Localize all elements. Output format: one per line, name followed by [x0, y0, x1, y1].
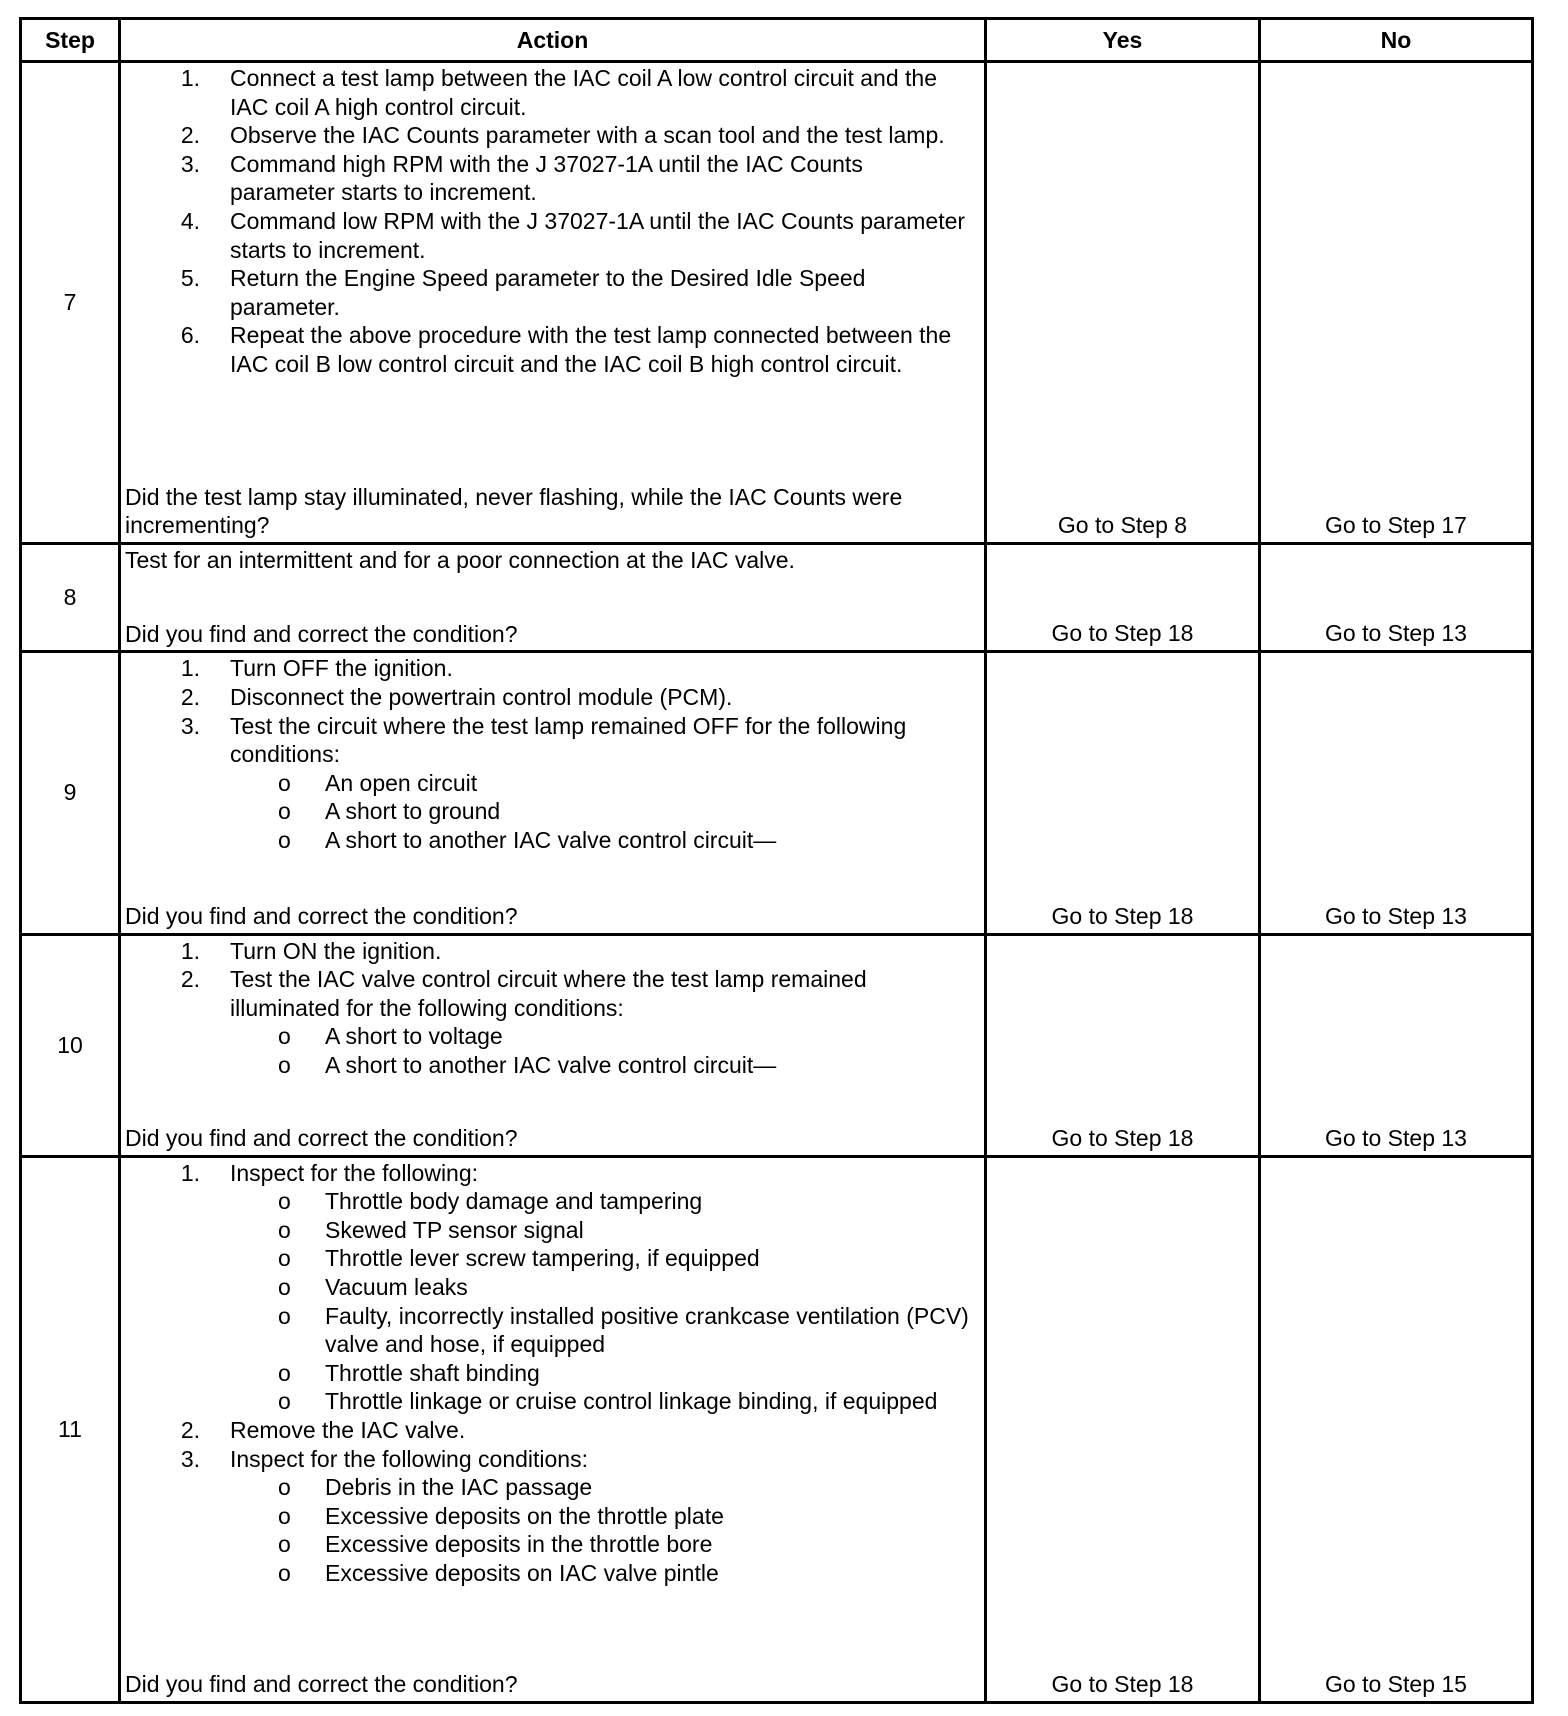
step-index: 1.: [180, 655, 200, 682]
step-text: Command high RPM with the J 37027-1A until the IAC Counts parameter starts to increment.: [230, 150, 863, 206]
yes-result: Go to Step 18: [986, 544, 1260, 652]
bullet-marker: o: [278, 769, 291, 796]
numbered-step: [125, 207, 974, 264]
numbered-step: [125, 1159, 974, 1188]
step-index: 1.: [180, 65, 200, 91]
step-text: Disconnect the powertrain control module (PCM).: [230, 683, 733, 710]
action-list: [125, 937, 974, 1080]
bullet-text: Excessive deposits on IAC valve pintle: [325, 1559, 719, 1586]
step-number: 11: [21, 1156, 120, 1702]
bullet-text: Excessive deposits on the throttle plate: [325, 1502, 724, 1529]
bullet-marker: o: [278, 1051, 291, 1078]
bullet-item: [125, 769, 974, 798]
step-number: 8: [21, 544, 120, 652]
step-index: 2.: [180, 683, 200, 710]
bullet-marker: o: [278, 1359, 291, 1386]
numbered-step: [125, 654, 974, 683]
bullet-text: Throttle shaft binding: [325, 1359, 540, 1386]
bullet-marker: o: [278, 1274, 291, 1301]
action-text: Test for an intermittent and for a poor connection at the IAC valve.: [125, 547, 795, 574]
step-text: Command low RPM with the J 37027-1A until the IAC Counts parameter starts to increment.: [230, 207, 966, 263]
bullet-marker: o: [278, 1245, 291, 1272]
action-cell: [120, 934, 986, 1156]
header-action: Action: [120, 19, 986, 62]
yes-result: Go to Step 18: [986, 1156, 1260, 1702]
step-text: Repeat the above procedure with the test lamp connected between the IAC coil B low control circuit and the IAC coil B high control circuit.: [230, 322, 952, 377]
step-number: 7: [21, 62, 120, 544]
step-text: Test the IAC valve control circuit where the test lamp remained illuminated for the following conditions:: [230, 966, 867, 1021]
bullet-text: Debris in the IAC passage: [325, 1474, 593, 1501]
bullet-item: [125, 1473, 974, 1502]
bullet-text: A short to another IAC valve control circuit—: [325, 826, 777, 853]
action-cell: [120, 652, 986, 934]
bullet-item: [125, 1273, 974, 1302]
action-list: [125, 546, 974, 575]
step-text: Test the circuit where the test lamp remained OFF for the following conditions:: [230, 712, 907, 768]
header-yes: Yes: [986, 19, 1260, 62]
yes-result: Go to Step 18: [986, 934, 1260, 1156]
question-text: Did you find and correct the condition?: [125, 902, 518, 929]
step-index: 4.: [180, 207, 200, 234]
yes-result: Go to Step 8: [986, 62, 1260, 544]
step-index: 2.: [180, 122, 200, 149]
bullet-marker: o: [278, 1023, 291, 1050]
bullet-text: A short to another IAC valve control circuit—: [325, 1051, 777, 1078]
bullet-marker: o: [278, 798, 291, 825]
bullet-text: A short to voltage: [325, 1023, 503, 1050]
bullet-marker: o: [278, 1502, 291, 1529]
step-text: Turn OFF the ignition.: [230, 655, 453, 682]
table-row: [21, 652, 1533, 934]
numbered-step: [125, 150, 974, 207]
step-index: 2.: [180, 1416, 200, 1443]
action-list: [125, 64, 974, 379]
bullet-marker: o: [278, 1302, 291, 1329]
action-cell: [120, 1156, 986, 1702]
bullet-item: [125, 1302, 974, 1359]
diagnostic-table: [19, 17, 1534, 1704]
step-number: 9: [21, 652, 120, 934]
action-cell: [120, 544, 986, 652]
step-text: Observe the IAC Counts parameter with a scan tool and the test lamp.: [230, 122, 945, 149]
step-text: Turn ON the ignition.: [230, 937, 442, 964]
step-number: 10: [21, 934, 120, 1156]
question-text: Did you find and correct the condition?: [125, 1124, 518, 1151]
no-result: Go to Step 13: [1260, 544, 1533, 652]
question-text: Did you find and correct the condition?: [125, 1671, 518, 1698]
bullet-marker: o: [278, 1531, 291, 1558]
table-row: [21, 62, 1533, 544]
bullet-item: [125, 797, 974, 826]
step-text: Connect a test lamp between the IAC coil A low control circuit and the IAC coil A high control circuit.: [230, 65, 937, 120]
numbered-step: [125, 712, 974, 769]
bullet-item: [125, 1387, 974, 1416]
no-result: Go to Step 13: [1260, 652, 1533, 934]
step-text: Inspect for the following conditions:: [230, 1445, 588, 1472]
bullet-marker: o: [278, 1216, 291, 1243]
numbered-step: [125, 965, 974, 1022]
numbered-step: [125, 121, 974, 150]
action-list: [125, 1159, 974, 1588]
bullet-text: Skewed TP sensor signal: [325, 1216, 584, 1243]
step-index: 3.: [180, 712, 200, 739]
numbered-step: [125, 64, 974, 121]
step-index: 6.: [180, 322, 200, 349]
question-text: Did the test lamp stay illuminated, never flashing, while the IAC Counts were incrementing?: [125, 483, 903, 539]
bullet-marker: o: [278, 1474, 291, 1501]
numbered-step: [125, 264, 974, 321]
numbered-step: [125, 683, 974, 712]
no-result: Go to Step 15: [1260, 1156, 1533, 1702]
bullet-text: Throttle body damage and tampering: [325, 1188, 703, 1215]
bullet-text: Throttle linkage or cruise control linkage binding, if equipped: [325, 1388, 938, 1415]
action-list: [125, 654, 974, 854]
table-body: [21, 62, 1533, 1703]
step-text: Remove the IAC valve.: [230, 1416, 466, 1443]
no-result: Go to Step 13: [1260, 934, 1533, 1156]
bullet-text: Excessive deposits in the throttle bore: [325, 1531, 713, 1558]
step-index: 5.: [180, 265, 200, 292]
step-index: 1.: [180, 937, 200, 964]
bullet-marker: o: [278, 1188, 291, 1215]
numbered-step: [125, 1445, 974, 1474]
bullet-text: Throttle lever screw tampering, if equipped: [325, 1245, 760, 1272]
header-no: No: [1260, 19, 1533, 62]
numbered-step: [125, 321, 974, 378]
bullet-text: Vacuum leaks: [325, 1274, 468, 1301]
step-index: 3.: [180, 150, 200, 177]
header-row: [21, 19, 1533, 62]
bullet-item: [125, 826, 974, 855]
step-text: Inspect for the following:: [230, 1159, 479, 1186]
bullet-text: A short to ground: [325, 798, 501, 825]
bullet-text: An open circuit: [325, 769, 478, 796]
table-row: [21, 544, 1533, 652]
step-index: 1.: [180, 1159, 200, 1186]
yes-result: Go to Step 18: [986, 652, 1260, 934]
no-result: Go to Step 17: [1260, 62, 1533, 544]
bullet-item: [125, 1530, 974, 1559]
action-cell: [120, 62, 986, 544]
bullet-item: [125, 1502, 974, 1531]
step-index: 3.: [180, 1445, 200, 1472]
bullet-text: Faulty, incorrectly installed positive crankcase ventilation (PCV) valve and hose, if equipped: [325, 1302, 969, 1358]
bullet-marker: o: [278, 1388, 291, 1415]
bullet-item: [125, 1187, 974, 1216]
step-text: Return the Engine Speed parameter to the Desired Idle Speed parameter.: [230, 265, 866, 320]
bullet-item: [125, 1216, 974, 1245]
bullet-item: [125, 1051, 974, 1080]
header-step: Step: [21, 19, 120, 62]
bullet-item: [125, 1244, 974, 1273]
bullet-item: [125, 1022, 974, 1051]
bullet-marker: o: [278, 1559, 291, 1586]
question-text: Did you find and correct the condition?: [125, 620, 518, 647]
step-index: 2.: [180, 966, 200, 993]
table-row: [21, 934, 1533, 1156]
numbered-step: [125, 1416, 974, 1445]
bullet-item: [125, 1559, 974, 1588]
bullet-marker: o: [278, 826, 291, 853]
numbered-step: [125, 937, 974, 966]
table-row: [21, 1156, 1533, 1702]
bullet-item: [125, 1359, 974, 1388]
